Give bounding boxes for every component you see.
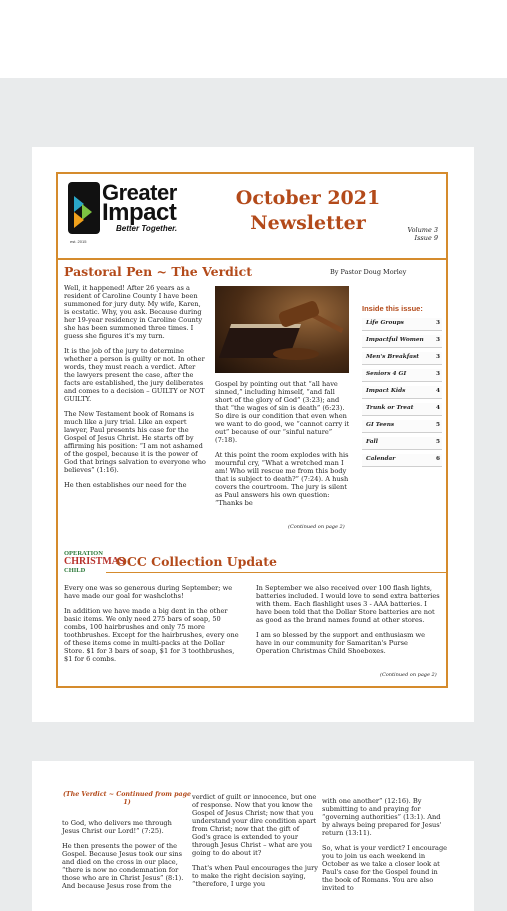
occ-column-1 (64, 584, 244, 670)
toc-item[interactable] (362, 386, 442, 399)
top-bar (0, 0, 507, 78)
page2-column-2 (192, 793, 318, 895)
toc-item[interactable] (362, 454, 442, 467)
logo-mark-icon (68, 182, 100, 234)
header-rule (58, 258, 446, 260)
paragraph: The New Testament book of Romans is much like a jury trial. Like an expert lawyer, Paul presents his case for the Gospel of Jesus Christ. He starts off by affirming his position: “I am not ashamed of the gospel, because it is the power of God that brings salvation to everyone who believes” (1:16). (64, 410, 206, 474)
paragraph: He then establishes our need for the (64, 481, 187, 489)
toc-page: 3 (435, 354, 440, 360)
paragraph: In September we also received over 100 flash lights, batteries included. I would love to send extra batteries with them. Each flashlight uses 3 - AAA batteries. I have been told that the Dollar Store batteries are not as good as the brand names found at other stores. (256, 584, 440, 624)
volume-issue (408, 226, 439, 242)
gavel-photo (215, 286, 349, 373)
logo-line2: Impact (102, 199, 177, 226)
continued-heading: (The Verdict ~ Continued from page 1) (62, 791, 192, 806)
paragraph: with one another” (12:16). By submitting to and praying for “governing authorities” (13:1). And by always being prepared for Jesus' return (13:11). (322, 797, 442, 837)
continued-note: (Continued on page 2) (288, 524, 345, 530)
operation-christmas-child-logo (64, 550, 125, 574)
newsletter-page-1 (32, 147, 474, 722)
paragraph: At this point the room explodes with his mournful cry, “What a wretched man I am! Who will rescue me from this body that is subject to death?” (7:24). A hush covers the courtroom. The jury is silent as Paul answers his own question: “Thanks be (215, 451, 349, 507)
toc-item[interactable] (362, 318, 442, 331)
inside-heading: Inside this issue: (362, 304, 423, 313)
continued-note: (Continued on page 2) (380, 672, 437, 678)
toc-page: 4 (435, 388, 440, 394)
logo-established: est. 2015 (70, 239, 87, 244)
toc-label: Trunk or Treat (366, 405, 414, 411)
page-border (56, 172, 448, 688)
page2-column-3 (322, 797, 448, 899)
toc-label: Life Groups (366, 320, 404, 326)
toc-label: Men's Breakfast (366, 354, 419, 360)
toc-page: 3 (435, 320, 440, 326)
toc-label: Impactful Women (366, 337, 424, 343)
byline: By Pastor Doug Morley (330, 268, 407, 276)
toc-label: Calendar (366, 456, 396, 462)
toc-page: 5 (435, 439, 440, 445)
toc-item[interactable] (362, 369, 442, 382)
toc-page: 3 (435, 337, 440, 343)
toc-item[interactable] (362, 403, 442, 416)
paragraph: Well, it happened! After 26 years as a resident of Caroline County I have been summoned for jury duty. My wife, Karen, is ecstatic. Why, you ask. Because during her 19-year residency in Caroline County she has been summoned three times. I guess she figures it's my turn. (64, 284, 203, 340)
volume-label: Volume 3 (407, 226, 438, 234)
toc-page: 5 (435, 422, 440, 428)
issue-label: Issue 9 (414, 234, 438, 242)
newsletter-page-2 (32, 761, 474, 911)
toc-page: 4 (435, 405, 440, 411)
toc-page: 3 (435, 371, 440, 377)
occ-column-2 (256, 584, 442, 662)
occ-logo-line1: OPERATION (64, 550, 103, 557)
toc-item[interactable] (362, 352, 442, 365)
paragraph: So, what is your verdict? I encourage you to join us each weekend in October as we take a closer look at Paul's case for the Gospel found in the book of Romans. You are also invited to (322, 844, 448, 892)
toc-item[interactable] (362, 335, 442, 348)
paragraph: Every one was so generous during September; we have made our goal for washcloths! (64, 584, 233, 600)
pastoral-column-2 (215, 380, 351, 514)
paragraph: He then presents the power of the Gospel. Because Jesus took our sins and died on the cross in our place, “there is now no condemnation for those who are in Christ Jesus” (8:1). And because Jesus rose from the (62, 842, 184, 890)
paragraph: Gospel by pointing out that “all have sinned,” including himself, “and fall short of the glory of God” (3:23); and that “the wages of sin is death” (6:23). So dire is our condition that even when we want to do good, we “cannot carry it out” because of our “sinful nature” (7:18). (215, 380, 350, 444)
toc-page: 6 (435, 456, 440, 462)
toc-label: GI Teens (366, 422, 395, 428)
occ-heading: OCC Collection Update (116, 554, 277, 569)
toc-item[interactable] (362, 437, 442, 450)
paragraph: It is the job of the jury to determine whether a person is guilty or not. In other words, they must reach a verdict. After the lawyers present the case, after the facts are established, the jury deliberates and comes to a decision – GUILTY or NOT GUILTY. (64, 347, 205, 403)
toc-item[interactable] (362, 420, 442, 433)
occ-logo-line3: CHILD (64, 567, 86, 574)
paragraph: In addition we have made a big dent in the other basic items. We only need 275 bars of soap, 50 combs, 100 hairbrushes and only 75 more toothbrushes. Except for the hairbrushes, every one of these items come in multi-packs at the Dollar Store. $1 for 3 bars of soap, $1 for 3 toothbrushes, $1 for 6 combs. (64, 607, 239, 663)
logo-tagline: Better Together. (116, 224, 178, 233)
paragraph: I am so blessed by the support and enthusiasm we have in our community for Samaritan's Purse Operation Christmas Child Shoeboxes. (256, 631, 426, 655)
page2-column-1 (62, 819, 190, 897)
pastoral-column-1 (64, 284, 208, 496)
occ-logo-line2: CHRISTMAS (64, 556, 125, 567)
inside-this-issue (362, 304, 442, 471)
paragraph: verdict of guilt or innocence, but one of response. Now that you know the Gospel of Jesus Christ; now that you understand your dire condition apart from Christ; now that the gift of God's grace is extended to your through Jesus Christ – what are you going to do about it? (192, 793, 317, 857)
newsletter-title: October 2021 Newsletter (235, 187, 381, 234)
occ-rule (106, 572, 446, 573)
toc-label: Fall (366, 439, 378, 445)
toc-label: Impact Kids (366, 388, 406, 394)
paragraph: That's when Paul encourages the jury to make the right decision saying, “therefore, I urge you (192, 864, 318, 888)
sound-block-shape (273, 348, 319, 360)
pastoral-heading: Pastoral Pen ~ The Verdict (64, 264, 253, 279)
logo-line1: Greater (102, 180, 177, 205)
greater-impact-logo (68, 180, 196, 244)
toc-label: Seniors 4 GI (366, 371, 407, 377)
paragraph: to God, who delivers me through Jesus Christ our Lord!” (7:25). (62, 819, 172, 835)
